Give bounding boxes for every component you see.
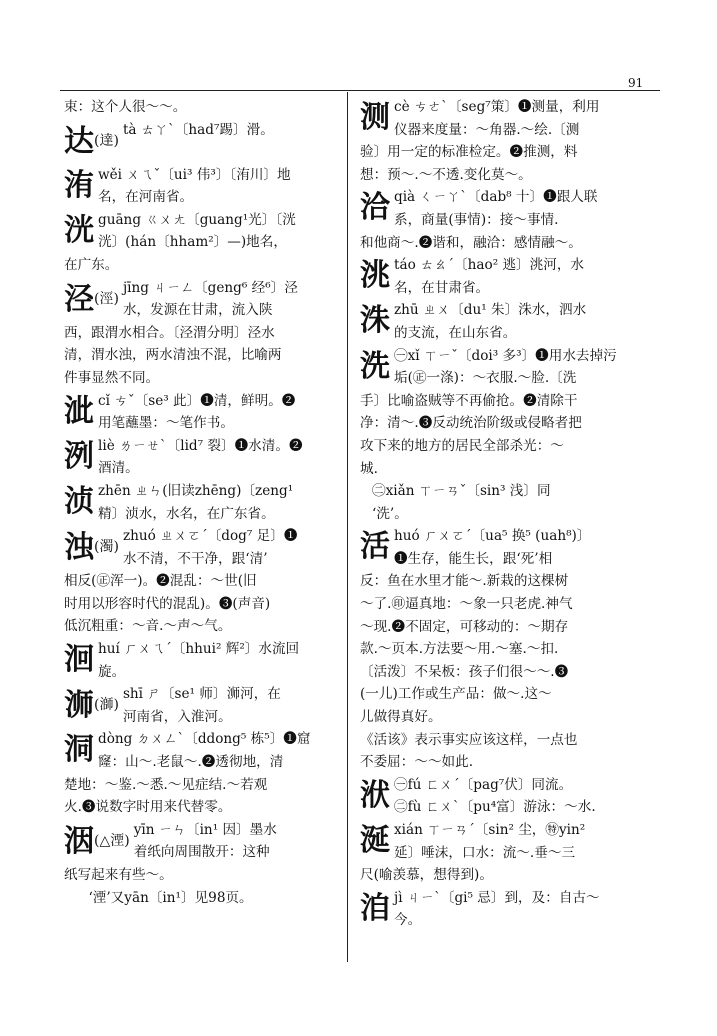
dictionary-entry xyxy=(64,435,342,480)
entry-line: dòng ㄉㄨㄥˋ〔ddong⁵ 栋⁵〕❶窟 xyxy=(98,731,311,748)
dictionary-entry xyxy=(64,638,342,683)
headword xyxy=(64,209,94,253)
headword xyxy=(360,525,390,569)
headword xyxy=(360,299,390,343)
entry-line: 水，发源在甘肃，流入陕 xyxy=(122,302,273,319)
variant-form: (涇) xyxy=(94,290,119,307)
entry-line: ❶生存，能生长，跟‘死’相 xyxy=(394,550,553,567)
dictionary-entry xyxy=(360,186,658,254)
entry-line: shī ㄕ〔se¹ 师〕浉河，在 xyxy=(122,686,281,703)
entry-line: 反：鱼在水里才能～.新栽的这棵树 xyxy=(360,573,569,590)
entry-line: zhuó ㄓㄨㄛˊ〔dog⁷ 足〕❶ xyxy=(122,528,298,545)
entry-line: 和他商～.❷谐和，融洽：感情融～。 xyxy=(360,234,582,251)
entry-line: 在广东。 xyxy=(64,256,119,273)
entry-line: ㊁xiǎn ㄒㄧㄢˇ〔sin³ 浅〕同 xyxy=(372,483,551,500)
dictionary-entry xyxy=(360,480,658,525)
entry-line: 用笔蘸墨：～笔作书。 xyxy=(98,415,234,432)
entry-line: ‘洗’。 xyxy=(372,505,408,522)
headword-char: 泚 xyxy=(64,393,94,429)
dictionary-entry xyxy=(64,683,342,728)
entry-line: 纸写起来有些～。 xyxy=(64,867,173,883)
dictionary-entry xyxy=(64,887,342,910)
headword-char: 浉 xyxy=(64,688,94,724)
dictionary-entry xyxy=(64,164,342,209)
headword xyxy=(64,390,94,434)
headword xyxy=(64,277,119,322)
dictionary-entry xyxy=(64,525,342,638)
dictionary-entry xyxy=(360,525,658,774)
dictionary-entry xyxy=(64,277,342,390)
entry-line: 水不清，不干净，跟‘清’ xyxy=(122,550,268,567)
entry-line: 相反(㊣浑一)。❷混乱：～世(旧 xyxy=(64,573,257,590)
entry-line: wěi ㄨㄟˇ〔ui³ 伟³〕〔洧川〕地 xyxy=(98,166,291,183)
headword-char: 涎 xyxy=(360,823,390,858)
entry-line: 束：这个人很～～。 xyxy=(64,99,187,115)
dictionary-entry xyxy=(64,209,342,277)
headword-char: 测 xyxy=(360,100,390,135)
headword xyxy=(360,96,390,140)
entry-line: ‘湮’又yān〔in¹〕见98页。 xyxy=(88,889,253,906)
entry-line: 〔活泼〕不呆板：孩子们很～～.❸ xyxy=(360,663,569,680)
entry-line: 的支流，在山东省。 xyxy=(394,324,517,341)
headword xyxy=(64,683,119,728)
entry-line: 《活该》表示事实应该这样，一点也 xyxy=(360,731,578,748)
headword xyxy=(360,254,390,298)
entry-line: 西，跟渭水相合。〔泾渭分明〕泾水 xyxy=(64,324,275,341)
entry-line: 尺(喻羡慕，想得到)。 xyxy=(360,867,493,884)
entry-line: zhēn ㄓㄣ(旧读zhēng)〔zeng¹ xyxy=(98,482,294,499)
headword-char: 洙 xyxy=(360,303,390,339)
entry-line: 火.❸说数字时用来代替零。 xyxy=(64,799,232,816)
headword-char: 浊 xyxy=(64,530,94,566)
entry-line: huó ㄏㄨㄛˊ〔ua⁵ 换⁵ (uah⁸)〕 xyxy=(394,528,591,545)
headword xyxy=(360,887,390,931)
headword-char: 活 xyxy=(360,529,390,565)
entry-line: xián ㄒㄧㄢˊ〔sin² 尘，㊕yin² xyxy=(394,822,586,838)
variant-form: (濁) xyxy=(94,539,119,556)
dictionary-entry xyxy=(360,774,658,819)
headword-char: 达 xyxy=(64,123,94,159)
column-divider xyxy=(347,92,348,962)
entry-line: 手〕比喻盗贼等不再偷抢。❷清除干 xyxy=(360,392,578,409)
headword-char: 洗 xyxy=(360,348,390,384)
entry-line: 洸〕(hán〔hham²〕—)地名， xyxy=(98,234,287,251)
entry-line: ㊀fú ㄈㄨˊ〔pag⁷伏〕同流。 xyxy=(394,776,573,793)
header-rule xyxy=(60,90,660,91)
entry-line: liè ㄌㄧㄝˋ〔lid⁷ 裂〕❶水清。❷ xyxy=(98,437,303,454)
dictionary-entry xyxy=(360,254,658,299)
entry-line: 今。 xyxy=(394,912,422,929)
entry-line: 旋。 xyxy=(98,663,126,680)
page-number: 91 xyxy=(628,76,644,90)
headword-char: 洮 xyxy=(360,258,390,294)
entry-line: zhū ㄓㄨ〔du¹ 朱〕洙水，泗水 xyxy=(394,302,587,319)
variant-form: (達) xyxy=(94,132,119,149)
dictionary-entry xyxy=(360,345,658,481)
left-column xyxy=(64,96,342,909)
headword-char: 洇 xyxy=(64,823,94,859)
dictionary-entry xyxy=(360,299,658,344)
entry-line: qià ㄑㄧㄚˋ〔dab⁸ 十〕❶跟人联 xyxy=(394,189,598,206)
headword xyxy=(64,480,94,524)
entry-line: ㊀xǐ ㄒㄧˇ〔doi³ 多³〕❶用水去掉污 xyxy=(394,347,617,364)
headword xyxy=(64,638,94,682)
dictionary-entry xyxy=(64,819,342,887)
entry-line: 净：清～.❸反动统治阶级或侵略者把 xyxy=(360,415,582,432)
headword xyxy=(360,186,390,230)
entry-line: 件事显然不同。 xyxy=(64,369,160,386)
entry-line: huí ㄏㄨㄟˊ〔hhui² 辉²〕水流回 xyxy=(98,641,300,658)
headword-char: 洄 xyxy=(64,642,94,678)
headword xyxy=(360,345,390,389)
entry-line: (一儿)工作或生产品：做～.这～ xyxy=(360,686,552,703)
headword xyxy=(64,819,130,864)
entry-line: ～现.❷不固定，可移动的：～期存 xyxy=(360,618,569,635)
entry-line: jīng ㄐㄧㄥ〔geng⁶ 经⁶〕泾 xyxy=(122,279,298,296)
entry-line: 垢(㊣一涤)：～衣服.～脸.〔洗 xyxy=(394,370,577,387)
dictionary-entry xyxy=(360,96,658,186)
headword xyxy=(360,819,390,863)
dictionary-entry xyxy=(64,390,342,435)
headword-char: 洧 xyxy=(64,167,94,203)
entry-line: 验〕用一定的标准检定。❷推测，料 xyxy=(360,144,578,161)
dictionary-entry xyxy=(64,728,342,818)
entry-line: 着纸向周围散开：这种 xyxy=(133,844,270,861)
entry-line: 城. xyxy=(360,460,378,477)
headword-char: 洞 xyxy=(64,732,94,768)
entry-line: 系，商量(事情)：接～事情. xyxy=(394,211,559,228)
entry-line: 延〕唾沫，口水：流～.垂～三 xyxy=(394,844,576,861)
entry-line: 清，渭水浊，两水清浊不混，比喻两 xyxy=(64,347,282,364)
entry-line: cè ㄘㄜˋ〔seg⁷策〕❶测量，利用 xyxy=(394,99,600,115)
headword xyxy=(360,774,390,818)
entry-line: 酒清。 xyxy=(98,460,139,477)
dictionary-entry xyxy=(360,819,658,887)
entry-line: tà ㄊㄚˋ〔had⁷踢〕滑。 xyxy=(122,121,274,138)
entry-line: ㊁fù ㄈㄨˋ〔pu⁴富〕游泳：～水. xyxy=(394,799,596,816)
entry-line: 攻下来的地方的居民全部杀光：～ xyxy=(360,437,564,454)
entry-line: cǐ ㄘˇ〔se³ 此〕❶清，鲜明。❷ xyxy=(98,392,296,409)
entry-line: 儿做得真好。 xyxy=(360,709,442,726)
dictionary-entry xyxy=(360,887,658,932)
dictionary-entry xyxy=(64,96,342,119)
headword xyxy=(64,525,119,570)
headword xyxy=(64,164,94,208)
dictionary-entry xyxy=(64,480,342,525)
entry-line: 仪器来度量：～角器.～绘.〔测 xyxy=(394,121,580,138)
dictionary-entry xyxy=(64,119,342,164)
variant-form: (溮) xyxy=(94,697,119,714)
entry-line: 精〕浈水，水名，在广东省。 xyxy=(98,505,275,522)
entry-line: jì ㄐㄧˋ〔gi⁵ 忌〕到，及：自古～ xyxy=(394,889,600,906)
headword-char: 浈 xyxy=(64,483,94,519)
headword-char: 洎 xyxy=(360,890,390,926)
headword-char: 洑 xyxy=(360,777,390,813)
right-column xyxy=(360,96,658,932)
headword-char: 洌 xyxy=(64,438,94,474)
variant-form: (△湮) xyxy=(94,832,130,849)
entry-line: 想：预～.～不透.变化莫～。 xyxy=(360,166,532,183)
headword-char: 洸 xyxy=(64,212,94,248)
entry-line: ～了.㊞逼真地：～象一只老虎.神气 xyxy=(360,596,573,613)
entry-line: yīn ㄧㄣ〔in¹ 因〕墨水 xyxy=(133,821,277,838)
entry-line: 不委屈：～～如此. xyxy=(360,754,474,771)
entry-line: 时用以形容时代的混乱)。❸(声音) xyxy=(64,595,271,612)
entry-line: 名，在甘肃省。 xyxy=(394,279,490,296)
headword xyxy=(64,119,119,164)
headword-char: 洽 xyxy=(360,190,390,226)
headword-char: 泾 xyxy=(64,281,94,317)
entry-line: guāng ㄍㄨㄤ〔guang¹光〕〔洸 xyxy=(98,211,296,228)
entry-line: 楚地：～鉴.～悉.～见症结.～若观 xyxy=(64,776,268,793)
headword xyxy=(64,435,94,479)
entry-line: 名，在河南省。 xyxy=(98,189,194,206)
entry-line: táo ㄊㄠˊ〔hao² 逃〕洮河，水 xyxy=(394,257,585,274)
headword xyxy=(64,728,94,772)
entry-line: 款.～页本.方法要～用.～塞.～扣. xyxy=(360,641,559,658)
entry-line: 低沉粗重：～音.～声～气。 xyxy=(64,618,232,635)
entry-line: 河南省，入淮河。 xyxy=(122,708,232,725)
entry-line: 窿：山～.老鼠～.❷透彻地，清 xyxy=(98,754,284,771)
